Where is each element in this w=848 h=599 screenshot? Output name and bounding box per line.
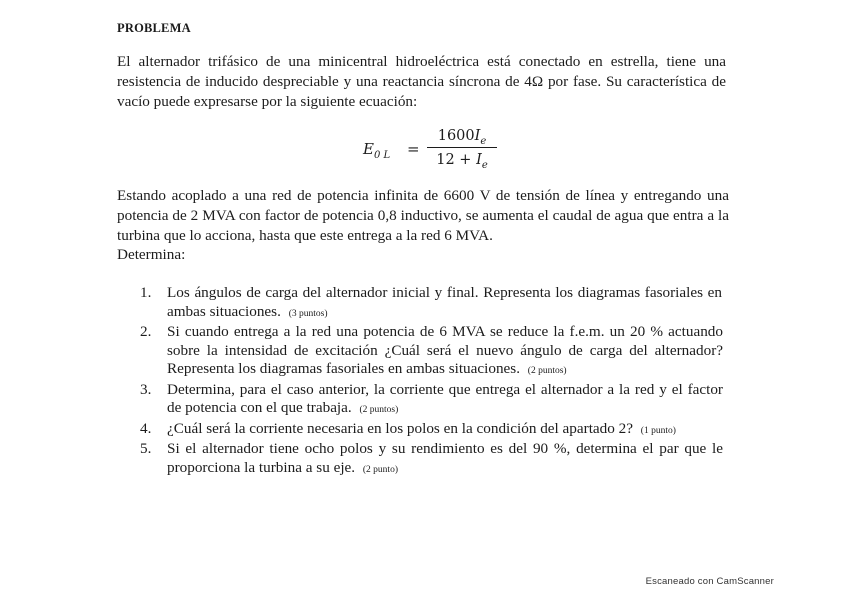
equation-equals: = [407,140,420,158]
fraction-bar [427,147,497,148]
question-points: (2 punto) [362,464,398,475]
question-number: 2. [140,323,152,340]
question-text: Si cuando entrega a la red una potencia de 6 MVA se reduce la f.e.m. un 20 % actuando sobre la intensidad de excitación ¿Cuál será el nuevo ángulo de carga del alternador? Representa los diagramas fasoriales en ambas situaciones. [167,323,723,377]
question-item [140,323,723,381]
question-item [140,440,723,479]
question-points: (3 puntos) [288,308,328,319]
denominator-sub: e [481,160,488,171]
question-points: (2 puntos) [527,366,567,376]
scanner-watermark: Escaneado con CamScanner [645,576,774,587]
question-text: Determina, para el caso anterior, la corriente que entrega el alternador a la red y el factor de potencia con el que trabaja. [167,380,723,416]
question-number: 5. [140,440,152,457]
question-points: (1 punto) [640,425,676,436]
question-text: Los ángulos de carga del alternador inicial y final. Representa los diagramas fasoriales en ambas situaciones. [167,284,722,320]
question-item [140,420,730,441]
intro-paragraph: El alternador trifásico de una minicentral hidroeléctrica está conectado en estrella, tiene una resistencia de inducido despreciable y una reactancia síncrona de 4Ω por fase. Su característica de vacío puede expresarse por la siguiente ecuación: [117,53,726,110]
open-circuit-equation [363,126,503,174]
problem-heading: PROBLEMA [117,21,191,35]
context-paragraph: Estando acoplado a una red de potencia infinita de 6600 V de tensión de línea y entregando una potencia de 2 MVA con factor de potencia 0,8 inductivo, se aumenta el caudal de agua que entra a la turbina que lo acciona, hasta que este entrega a la red 6 MVA. [117,187,729,244]
question-text: ¿Cuál será la corriente necesaria en los polos en la condición del apartado 2? [167,419,633,437]
numerator-sub: e [480,136,487,147]
question-item [140,284,722,323]
question-number: 3. [140,380,152,398]
equation-denominator [423,150,501,170]
equation-fraction [423,126,501,170]
question-number: 1. [140,284,152,301]
question-text: Si el alternador tiene ocho polos y su rendimiento es del 90 %, determina el par que le proporciona la turbina a su eje. [167,440,723,476]
question-list [140,284,730,479]
question-number: 4. [140,419,152,437]
equation-numerator [423,126,501,146]
denominator-var: I [476,152,482,168]
equation-lhs [363,140,391,161]
question-item [140,381,723,420]
determine-label: Determina: [117,246,186,263]
lhs-subscript: 0 L [373,150,391,161]
lhs-symbol: E [363,140,374,158]
denominator-value: 12 + [436,152,477,168]
question-points: (2 puntos) [359,405,399,415]
numerator-var: I [474,128,481,144]
numerator-value: 1600 [437,128,475,144]
